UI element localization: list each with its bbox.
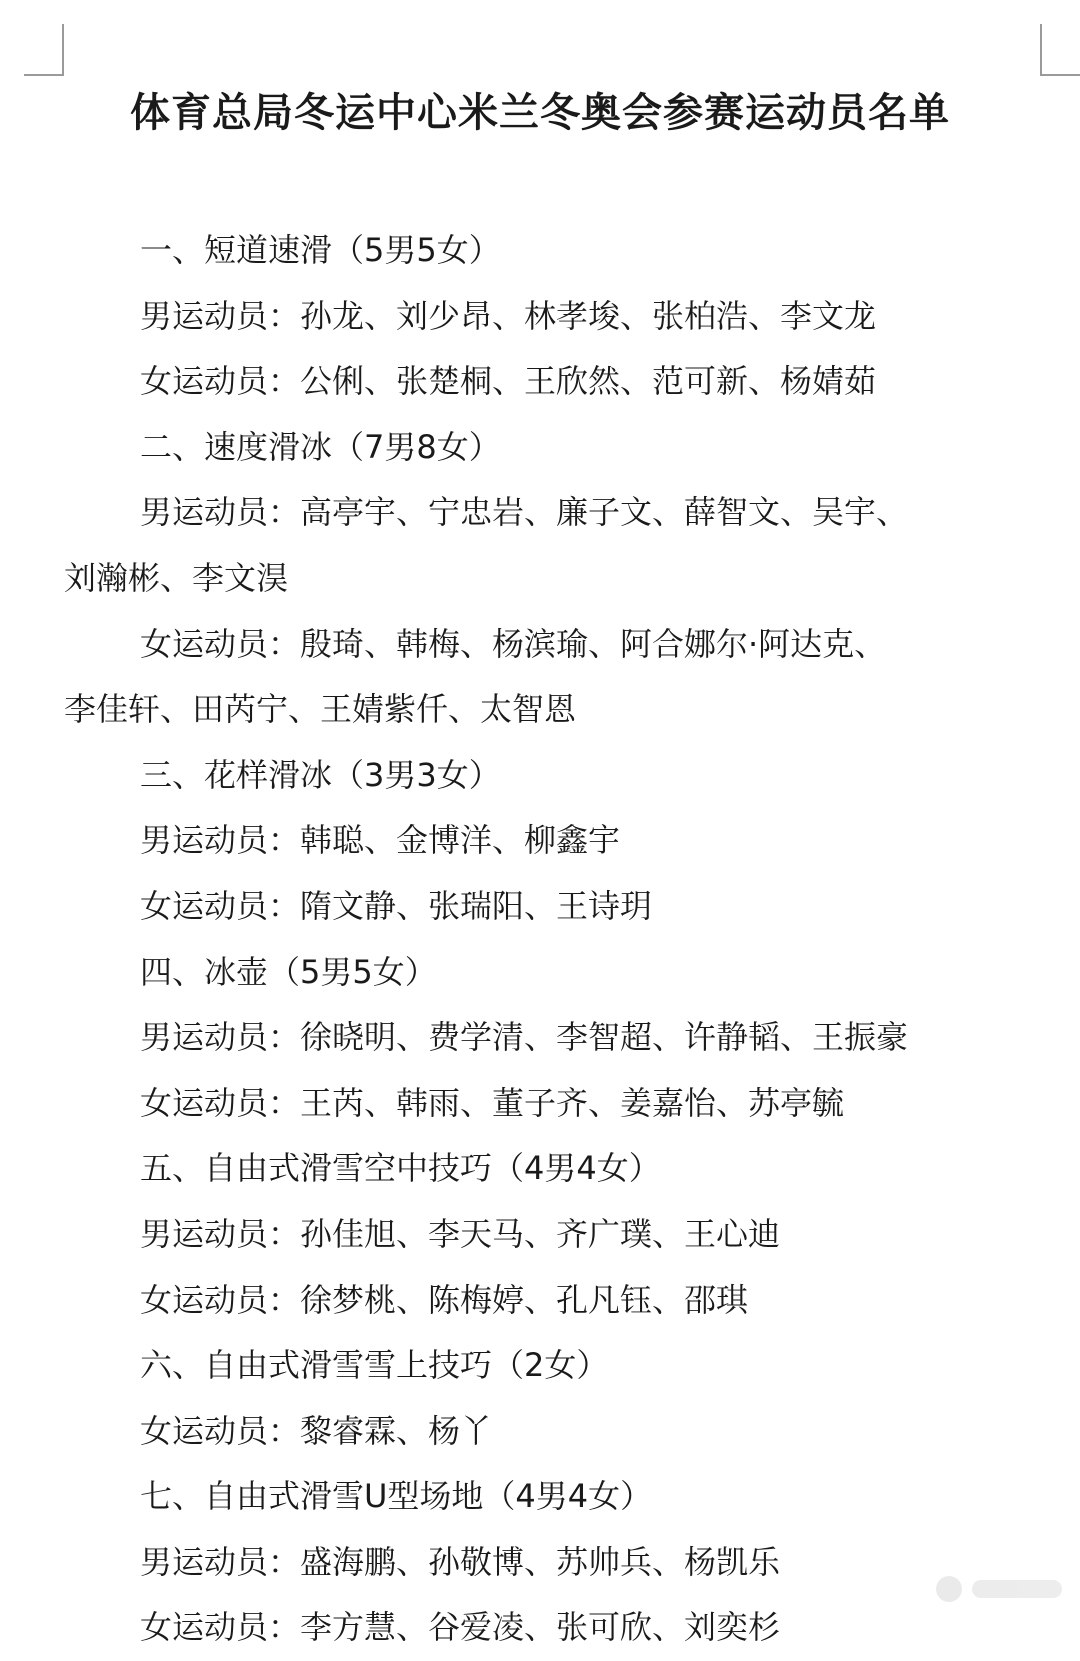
watermark <box>936 1576 1062 1602</box>
athlete-line: 女运动员：李方慧、谷爱凌、张可欣、刘奕杉 <box>140 1608 781 1647</box>
section-heading: 二、速度滑冰（7男8女） <box>140 427 501 466</box>
athlete-line: 男运动员：徐晓明、费学清、李智超、许静韬、王振豪 <box>140 1018 909 1057</box>
document-title: 体育总局冬运中心米兰冬奥会参赛运动员名单 <box>130 90 950 136</box>
athlete-line: 男运动员：孙龙、刘少昂、林孝埈、张柏浩、李文龙 <box>140 296 877 335</box>
athlete-line: 女运动员：殷琦、韩梅、杨滨瑜、阿合娜尔·阿达克、 <box>140 624 887 663</box>
section-heading: 三、花样滑冰（3男3女） <box>140 755 501 794</box>
athlete-line-continuation: 李佳轩、田芮宁、王婧紫仟、太智恩 <box>64 690 577 729</box>
athlete-line: 女运动员：徐梦桃、陈梅婷、孔凡钰、邵琪 <box>140 1280 749 1319</box>
athlete-line: 男运动员：盛海鹏、孙敬博、苏帅兵、杨凯乐 <box>140 1542 781 1581</box>
athlete-line: 女运动员：王芮、韩雨、董子齐、姜嘉怡、苏亭毓 <box>140 1083 845 1122</box>
athlete-line: 女运动员：公俐、张楚桐、王欣然、范可新、杨婧茹 <box>140 362 877 401</box>
athlete-line: 男运动员：高亭宇、宁忠岩、廉子文、薛智文、吴宇、 <box>140 493 909 532</box>
athlete-line-continuation: 刘瀚彬、李文淏 <box>64 558 289 597</box>
athlete-line: 女运动员：黎睿霖、杨丫 <box>140 1411 493 1450</box>
watermark-bar <box>972 1580 1062 1598</box>
section-heading: 四、冰壶（5男5女） <box>140 952 437 991</box>
watermark-logo-icon <box>936 1576 962 1602</box>
crop-mark-top-left <box>24 24 64 76</box>
athlete-line: 男运动员：孙佳旭、李天马、齐广璞、王心迪 <box>140 1214 781 1253</box>
athlete-list <box>64 218 1024 1661</box>
section-heading: 五、自由式滑雪空中技巧（4男4女） <box>140 1149 661 1188</box>
section-heading: 六、自由式滑雪雪上技巧（2女） <box>140 1346 609 1385</box>
athlete-line: 女运动员：隋文静、张瑞阳、王诗玥 <box>140 886 653 925</box>
athlete-line: 男运动员：韩聪、金博洋、柳鑫宇 <box>140 821 621 860</box>
crop-mark-top-right <box>1040 24 1080 76</box>
section-heading: 七、自由式滑雪U型场地（4男4女） <box>140 1477 653 1516</box>
section-heading: 一、短道速滑（5男5女） <box>140 231 501 269</box>
